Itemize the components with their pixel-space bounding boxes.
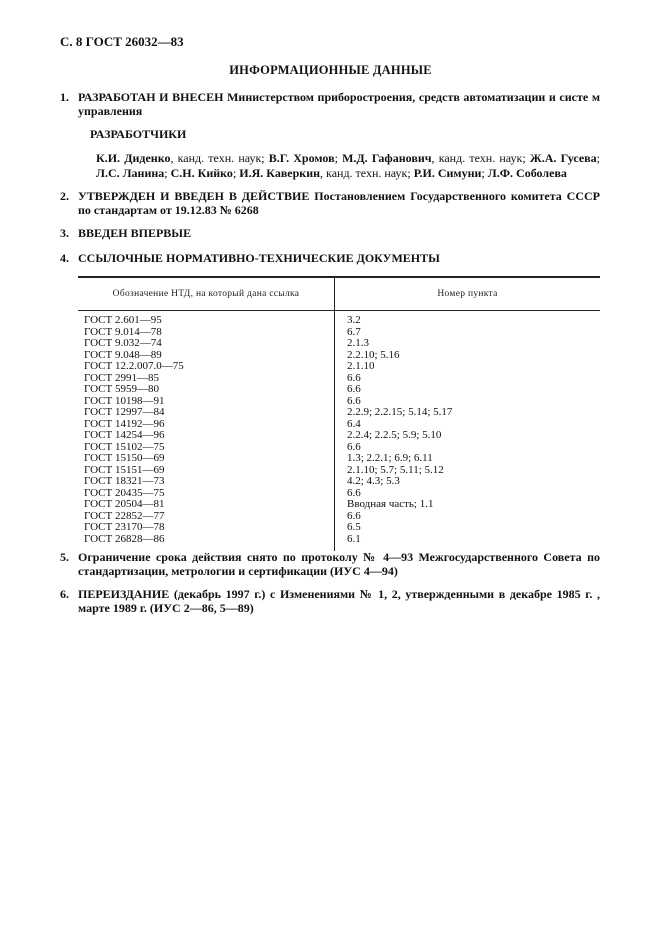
table-row (78, 534, 600, 552)
developer-degree: , канд. техн. наук; (320, 166, 414, 180)
cell-document: ГОСТ 23170—78 (78, 522, 335, 534)
cell-document: ГОСТ 12997—84 (78, 407, 335, 419)
cell-clause: 2.1.3 (347, 337, 369, 349)
cell-document: ГОСТ 20435—75 (78, 488, 335, 500)
developer-degree: ; (481, 166, 488, 180)
cell-document: ГОСТ 5959—80 (78, 384, 335, 396)
section-4 (60, 252, 600, 266)
table-row (78, 361, 600, 373)
cell-clause: 2.1.10; 5.7; 5.11; 5.12 (347, 463, 444, 476)
cell-clause: 6.6 (347, 440, 361, 453)
cell-clause: 2.2.9; 2.2.15; 5.14; 5.17 (347, 406, 453, 418)
developer-name: Л.С. Ланина (96, 166, 165, 180)
cell-clause: 6.6 (347, 509, 361, 522)
cell-clause: 6.6 (347, 371, 361, 384)
cell-document: ГОСТ 15150—69 (78, 453, 335, 465)
cell-clause: 6.4 (347, 417, 361, 430)
cell-document: ГОСТ 18321—73 (78, 476, 335, 488)
section-2 (60, 190, 600, 217)
developer-name: Р.И. Симуни (413, 166, 482, 180)
cell-clause: 6.6 (347, 486, 361, 499)
cell-document: ГОСТ 9.014—78 (78, 327, 335, 339)
developer-degree: ; (334, 151, 343, 165)
document-title: ИНФОРМАЦИОННЫЕ ДАННЫЕ (229, 63, 432, 77)
developer-name: В.Г. Хромов (268, 151, 335, 165)
section-lead: УТВЕРЖДЕН И ВВЕДЕН В ДЕЙСТВИЕ (78, 189, 310, 203)
references-table (78, 276, 600, 551)
section-number: 5. (60, 550, 69, 564)
developer-degree: ; (596, 151, 600, 165)
cell-document: ГОСТ 15102—75 (78, 442, 335, 454)
cell-clause: 3.2 (347, 314, 361, 326)
cell-clause: 1.3; 2.2.1; 6.9; 6.11 (347, 452, 433, 464)
developer-name: М.Д. Гафанович (342, 151, 432, 165)
cell-clause: 6.5 (347, 521, 361, 533)
table-row (78, 476, 600, 488)
developer-degree: ; (232, 166, 240, 180)
section-text: Постановлением Государственного комитета СССР по стандартам от 19.12.83 № 6268 (78, 189, 600, 217)
developers-heading: РАЗРАБОТЧИКИ (90, 127, 187, 141)
cell-document: ГОСТ 14192—96 (78, 419, 335, 431)
table-row (78, 384, 600, 396)
cell-document: ГОСТ 9.032—74 (78, 338, 335, 350)
cell-document: ГОСТ 2.601—95 (78, 311, 335, 327)
cell-clause: 6.7 (347, 325, 361, 338)
column-header-clause: Номер пункта (335, 277, 601, 311)
developer-degree: ; (164, 166, 171, 180)
cell-clause: 2.2.4; 2.2.5; 5.9; 5.10 (347, 429, 442, 441)
section-number: 4. (60, 251, 69, 265)
developer-name: Л.Ф. Соболева (487, 166, 567, 180)
developer-name: Ж.А. Гусева (529, 151, 597, 165)
developer-name: К.И. Диденко (96, 151, 171, 165)
cell-clause: Вводная часть; 1.1 (347, 498, 434, 510)
cell-document: ГОСТ 22852—77 (78, 511, 335, 523)
table-row (78, 499, 600, 511)
section-5 (60, 551, 600, 578)
cell-document: ГОСТ 26828—86 (78, 534, 335, 552)
section-text: ВВЕДЕН ВПЕРВЫЕ (78, 226, 192, 240)
cell-clause: 4.2; 4.3; 5.3 (347, 475, 400, 487)
section-1 (60, 91, 600, 118)
cell-document: ГОСТ 10198—91 (78, 396, 335, 408)
cell-clause: 2.1.10 (347, 360, 375, 372)
cell-clause: 6.1 (347, 532, 361, 545)
cell-document: ГОСТ 2991—85 (78, 373, 335, 385)
section-6 (60, 588, 600, 615)
section-number: 2. (60, 189, 69, 203)
section-number: 3. (60, 226, 69, 240)
table-row (78, 407, 600, 419)
developer-name: И.Я. Каверкин (239, 166, 321, 180)
section-lead: РАЗРАБОТАН И ВНЕСЕН (78, 90, 224, 104)
cell-clause: 6.6 (347, 394, 361, 407)
developer-degree: , канд. техн. наук; (431, 151, 530, 165)
cell-document: ГОСТ 14254—96 (78, 430, 335, 442)
table-row (78, 453, 600, 465)
developer-degree: , канд. техн. наук; (170, 151, 269, 165)
cell-document: ГОСТ 9.048—89 (78, 350, 335, 362)
section-text: ССЫЛОЧНЫЕ НОРМАТИВНО-ТЕХНИЧЕСКИЕ ДОКУМЕНТЫ (78, 251, 440, 265)
page-header: С. 8 ГОСТ 26032—83 (60, 34, 184, 49)
table-row (78, 522, 600, 534)
section-number: 6. (60, 587, 69, 601)
table-row (78, 338, 600, 350)
developers-list (96, 151, 600, 181)
section-text: Ограничение срока действия снято по протоколу № 4—93 Межгосударственного Совета по стандартизации, метрологии и сертификации (ИУС 4—94) (78, 550, 600, 578)
cell-document: ГОСТ 15151—69 (78, 465, 335, 477)
section-3 (60, 227, 600, 241)
cell-clause: 2.2.10; 5.16 (347, 348, 400, 361)
section-text: ПЕРЕИЗДАНИЕ (декабрь 1997 г.) с Изменениями № 1, 2, утвержденными в декабре 1985 г. , марте 1989 г. (ИУС 2—86, 5—89) (78, 587, 600, 615)
column-header-document: Обозначение НТД, на который дана ссылка (78, 277, 335, 311)
table-row (78, 430, 600, 442)
cell-document: ГОСТ 12.2.007.0—75 (78, 361, 335, 373)
developer-name: С.Н. Кийко (170, 166, 233, 180)
cell-clause: 6.6 (347, 383, 361, 395)
section-number: 1. (60, 90, 69, 104)
cell-document: ГОСТ 20504—81 (78, 499, 335, 511)
table-header-row (78, 277, 600, 311)
table-row (78, 311, 600, 327)
section-text: Министерством приборостроения, средств автоматизации и систе м управления (78, 90, 600, 118)
